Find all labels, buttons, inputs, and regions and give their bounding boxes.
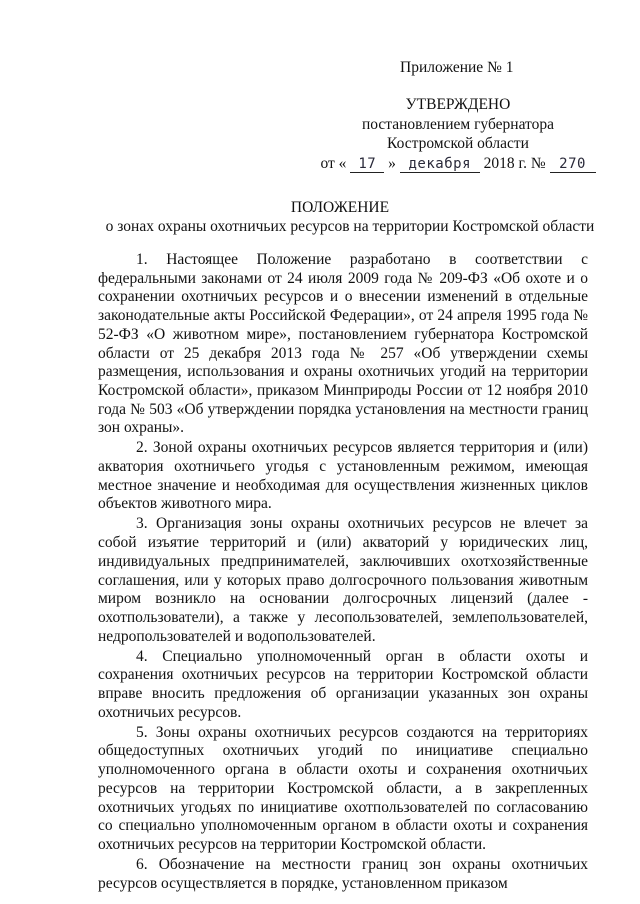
paragraph-5: 5. Зоны охраны охотничьих ресурсов создаются на территориях общедоступных охотничьих угодий по инициативе специально уполномоченного органа в области охоты и сохранения охотничьих ресурсов на территории Костромской области, а в закрепленных охотничьих угодьях по инициативе охотпользователей по согласованию со специально уполномоченным органом в области охоты и сохранения охотничьих ресурсов на территории Костромской области. bbox=[98, 723, 588, 853]
document-body bbox=[98, 251, 588, 895]
resolution-line: постановлением губернатора bbox=[361, 115, 555, 133]
date-line bbox=[318, 154, 598, 174]
paragraph-2: 2. Зоной охраны охотничьих ресурсов является территория и (или) акватория охотничьего угодья с установленным режимом, имеющая местное значение и необходимая для осуществления жизненных циклов объектов животного мира. bbox=[98, 439, 588, 513]
date-prefix: от « bbox=[320, 154, 347, 172]
date-day: 17 bbox=[350, 156, 384, 173]
appendix-label: Приложение № 1 bbox=[400, 59, 514, 76]
paragraph-1: 1. Настоящее Положение разработано в соответствии с федеральными законами от 24 июля 2009 года № 209-ФЗ «Об охоте и о сохранении охотничьих ресурсов и о внесении изменений в отдельные законодательные акты Российской Федерации», от 24 апреля 1995 года № 52-ФЗ «О животном мире», постановлением губернатора Костромской области от 25 декабря 2013 года № 257 «Об утверждении схемы размещения, использования и охраны охотничьих угодий на территории Костромской области», приказом Минприроды России от 12 ноября 2010 года № 503 «Об утверждении порядка установления на местности границ зон охраны». bbox=[98, 251, 588, 437]
approval-block bbox=[318, 95, 598, 173]
title-heading: ПОЛОЖЕНИЕ bbox=[290, 199, 390, 216]
approved-stamp-text: УТВЕРЖДЕНО bbox=[405, 96, 511, 113]
title-subheading: о зонах охраны охотничьих ресурсов на территории Костромской области bbox=[105, 218, 595, 235]
paragraph-4: 4. Специально уполномоченный орган в области охоты и сохранения охотничьих ресурсов на территории Костромской области вправе вносить предложения об организации указанных зон охраны охотничьих ресурсов. bbox=[98, 647, 588, 721]
paragraph-3: 3. Организация зоны охраны охотничьих ресурсов не влечет за собой изъятие территорий и (или) акваторий у юридических лиц, индивидуальных предпринимателей, заключивших охотхозяйственные соглашения, или у которых право долгосрочного пользования животным миром возникло на основании долгосрочных лицензий (далее - охотпользователи), а также у лесопользователей, землепользователей, недропользователей и водопользователей. bbox=[98, 515, 588, 645]
date-quote-close: » bbox=[388, 154, 396, 172]
paragraph-6: 6. Обозначение на местности границ зон охраны охотничьих ресурсов осуществляется в порядке, установленном приказом bbox=[98, 855, 588, 892]
document-title bbox=[0, 198, 640, 236]
date-month: декабря bbox=[400, 156, 480, 173]
region-line: Костромской области bbox=[387, 135, 529, 152]
date-year: 2018 г. № bbox=[483, 154, 546, 172]
document-number: 270 bbox=[550, 156, 596, 173]
